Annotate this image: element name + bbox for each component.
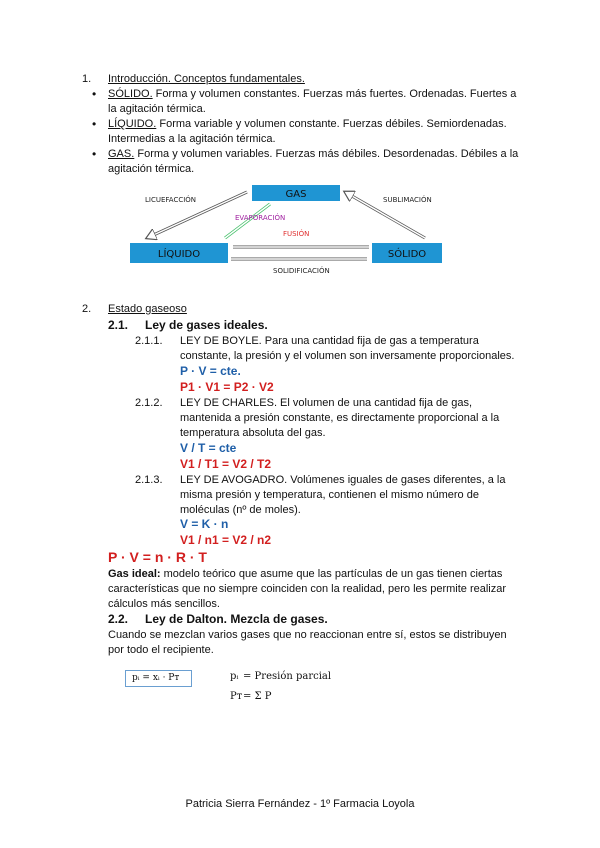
subsection-2-2-title: Ley de Dalton. Mezcla de gases.: [145, 612, 328, 626]
law-line: LEY DE BOYLE. Para una cantidad fija de gas a temperatura: [180, 335, 479, 347]
subsection-2-1-title: Ley de gases ideales.: [145, 318, 268, 332]
formula-blue: P · V = cte.: [180, 364, 241, 378]
bullet-text: [108, 147, 528, 161]
section1-number: 1.: [82, 73, 92, 85]
law-line: LEY DE AVOGADRO. Volúmenes iguales de gases diferentes, a la: [180, 474, 506, 486]
law-line: moléculas (nº de moles).: [180, 504, 301, 516]
law-number: 2.1.2.: [135, 397, 163, 409]
bullet-desc: Forma y volumen variables. Fuerzas más débiles. Desordenadas. Débiles a la: [134, 148, 519, 160]
gas-label: GAS: [285, 189, 307, 200]
page-footer: Patricia Sierra Fernández - 1º Farmacia Loyola: [185, 798, 415, 810]
subsection-2-2-number: 2.2.: [108, 612, 129, 626]
ideal-gas-definition: [108, 567, 528, 581]
ideal-gas-text: modelo teórico que asume que las partículas de un gas tienen ciertas: [160, 568, 503, 580]
law-line: constante, la presión y el volumen son inversamente proporcionales.: [180, 350, 515, 362]
law-number: 2.1.1.: [135, 335, 163, 347]
formula-blue: V = K · n: [180, 517, 229, 531]
states-of-matter-diagram: [125, 180, 445, 280]
bullet-text: [108, 117, 528, 131]
ideal-gas-formula: P · V = n · R · T: [108, 549, 207, 565]
total-pressure-def: = Σ P: [243, 691, 272, 702]
bullet-dot: •: [92, 147, 97, 161]
evaporacion-label: EVAPORACIÓN: [235, 214, 286, 222]
fusion-label: FUSIÓN: [283, 230, 310, 238]
dalton-formula-box: pᵢ = xᵢ · Pᴛ: [125, 670, 192, 687]
bullet-desc-cont: Intermedias a la agitación térmica.: [108, 133, 276, 145]
ideal-gas-line: características que no siempre coinciden con la realidad, pero les permite realizar: [108, 583, 507, 595]
subsection-2-1-number: 2.1.: [108, 318, 129, 332]
bullet-desc-cont: la agitación térmica.: [108, 103, 206, 115]
law-line: mantenida a presión constante, es directamente proporcional a la: [180, 412, 500, 424]
liquido-label: LÍQUIDO: [157, 249, 201, 260]
ideal-gas-line: cálculos más sencillos.: [108, 598, 220, 610]
sublimacion-label: SUBLIMACIÓN: [383, 196, 432, 204]
bullet-dot: •: [92, 117, 97, 131]
section2-number: 2.: [82, 303, 92, 315]
bullet-desc: Forma variable y volumen constante. Fuerzas débiles. Semiordenadas.: [156, 118, 507, 130]
total-pressure-symbol: Pᴛ: [230, 691, 243, 702]
bullet-dot: •: [92, 87, 97, 101]
formula-red: V1 / T1 = V2 / T2: [180, 457, 272, 471]
law-number: 2.1.3.: [135, 474, 163, 486]
law-line: LEY DE CHARLES. El volumen de una cantidad fija de gas,: [180, 397, 473, 409]
bullet-term: LÍQUIDO.: [108, 118, 157, 130]
solido-label: SÓLIDO: [387, 249, 427, 260]
formula-red: P1 · V1 = P2 · V2: [180, 380, 274, 394]
licuefaccion-label: LICUEFACCIÓN: [145, 196, 197, 204]
bullet-desc-cont: agitación térmica.: [108, 163, 195, 175]
section1-title: Introducción. Conceptos fundamentales.: [108, 73, 305, 85]
bullet-text: [108, 87, 528, 101]
dalton-line: por todo el recipiente.: [108, 644, 214, 656]
formula-red: V1 / n1 = V2 / n2: [180, 533, 272, 547]
formula-blue: V / T = cte: [180, 441, 237, 455]
bullet-term: GAS.: [108, 148, 135, 160]
bullet-term: SÓLIDO.: [108, 88, 153, 100]
partial-pressure-def: = Presión parcial: [243, 671, 332, 682]
section2-title: Estado gaseoso: [108, 303, 187, 315]
ideal-gas-term: Gas ideal:: [108, 568, 161, 580]
bullet-desc: Forma y volumen constantes. Fuerzas más fuertes. Ordenadas. Fuertes a: [152, 88, 517, 100]
dalton-line: Cuando se mezclan varios gases que no reaccionan entre sí, estos se distribuyen: [108, 629, 507, 641]
partial-pressure-symbol: pᵢ: [230, 671, 239, 682]
solidificacion-label: SOLIDIFICACIÓN: [273, 267, 330, 275]
law-line: temperatura absoluta del gas.: [180, 427, 326, 439]
law-line: misma presión y temperatura, contienen el mismo número de: [180, 489, 479, 501]
